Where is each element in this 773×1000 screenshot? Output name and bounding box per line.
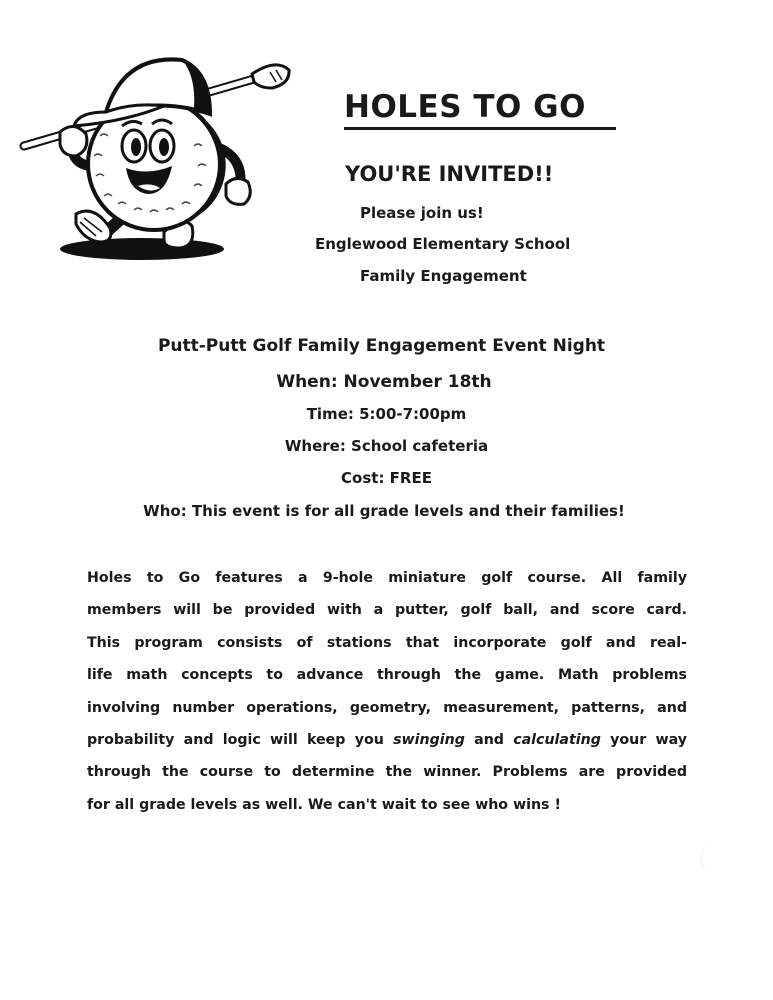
description-line: through the course to determine the winner. Problems are provided [87, 764, 687, 781]
event-where: Where: School cafeteria [284, 437, 489, 455]
text-segment: probability and logic will keep you [87, 732, 394, 749]
text-segment: and [464, 732, 514, 749]
description-line: This program consists of stations that incorporate golf and real- [87, 634, 687, 651]
event-time: Time: 5:00-7:00pm [306, 405, 467, 423]
description-line: Holes to Go features a 9-hole miniature golf course. All family [87, 570, 687, 586]
description-line [87, 724, 687, 756]
school-name: Englewood Elementary School [315, 235, 571, 253]
text-segment: your way [600, 732, 688, 749]
greeting-text: Please join us! [360, 204, 484, 222]
program-name: Family Engagement [360, 267, 527, 285]
description-line: members will be provided with a putter, golf ball, and score card. [87, 602, 687, 619]
emphasis-swinging: swinging [393, 732, 465, 749]
description-line: for all grade levels as well. We can't wait to see who wins ! [87, 796, 561, 813]
event-details [0, 332, 773, 528]
description-line: involving number operations, geometry, measurement, patterns, and [87, 699, 687, 716]
event-description [87, 562, 687, 821]
description-line: life math concepts to advance through the game. Math problems [87, 667, 687, 684]
golf-ball-mascot-icon [14, 36, 294, 266]
event-when: When: November 18th [276, 372, 492, 392]
event-cost: Cost: FREE [341, 469, 432, 487]
emphasis-calculating: calculating [513, 732, 601, 749]
scan-artifact [701, 842, 722, 876]
event-heading: Putt-Putt Golf Family Engagement Event Night [157, 336, 606, 356]
flyer-title: HOLES TO GO [344, 88, 616, 130]
invite-heading: YOU'RE INVITED!! [345, 162, 554, 186]
event-who: Who: This event is for all grade levels and their families! [143, 502, 625, 520]
